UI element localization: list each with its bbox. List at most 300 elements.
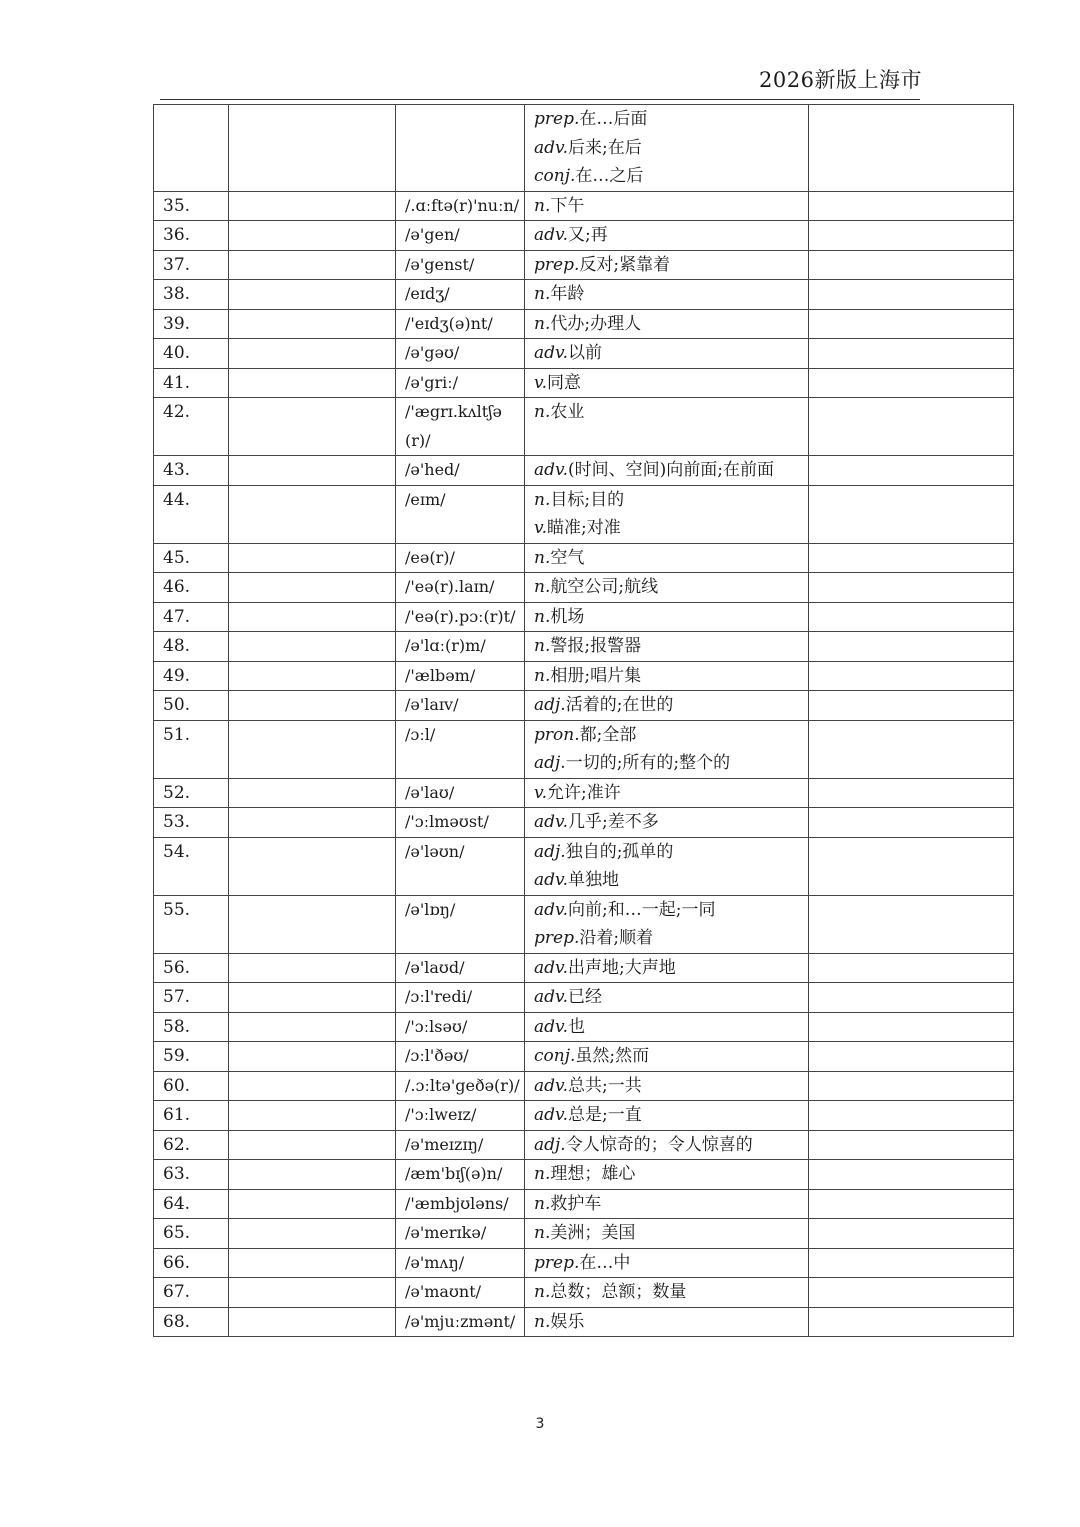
part-of-speech: n. (534, 402, 551, 422)
entry-phonetic: /ə'meɪzɪŋ/ (396, 1130, 525, 1160)
entry-notes-blank (809, 543, 1014, 573)
vocabulary-table (153, 104, 1014, 1337)
part-of-speech: adj. (534, 753, 566, 773)
entry-phonetic: /eɪm/ (396, 485, 525, 543)
entry-notes-blank (809, 309, 1014, 339)
definition-line (534, 1278, 808, 1307)
entry-phonetic: /ə'lɒŋ/ (396, 895, 525, 953)
definition-line (534, 486, 808, 515)
vocab-row (154, 398, 1014, 456)
definition-line (534, 369, 808, 398)
vocab-row (154, 1307, 1014, 1337)
definition-text: 又;再 (568, 225, 608, 245)
entry-phonetic: /'ɔːlməʊst/ (396, 808, 525, 838)
definition-line (534, 632, 808, 661)
entry-definition (525, 1042, 809, 1072)
entry-definition (525, 895, 809, 953)
entry-number: 48. (154, 632, 229, 662)
entry-definition (525, 485, 809, 543)
definition-text: 美洲；美国 (550, 1223, 636, 1243)
definition-line (534, 162, 808, 191)
definition-line (534, 896, 808, 925)
entry-number: 67. (154, 1278, 229, 1308)
definition-line (534, 954, 808, 983)
part-of-speech: n. (534, 195, 551, 216)
definition-text: 总共;一共 (568, 1075, 642, 1096)
entry-definition (525, 1130, 809, 1160)
part-of-speech: adj. (534, 1134, 566, 1155)
vocab-row (154, 309, 1014, 339)
definition-text: 理想；雄心 (550, 1164, 636, 1184)
entry-notes-blank (809, 808, 1014, 838)
part-of-speech: n. (534, 547, 551, 568)
part-of-speech: adv. (534, 957, 569, 978)
entry-number: 42. (154, 398, 229, 456)
entry-word-blank (229, 280, 396, 310)
entry-number: 52. (154, 778, 229, 808)
definition-text: 年龄 (550, 284, 585, 304)
entry-number: 56. (154, 953, 229, 983)
entry-notes-blank (809, 1130, 1014, 1160)
header-divider (160, 99, 920, 100)
entry-number: 64. (154, 1189, 229, 1219)
definition-text: 农业 (550, 402, 585, 422)
definition-text: 空气 (550, 547, 585, 568)
definition-line (534, 1072, 808, 1101)
entry-word-blank (229, 720, 396, 778)
definition-line (534, 1131, 808, 1160)
part-of-speech: v. (534, 518, 547, 538)
definition-line (534, 514, 808, 543)
vocab-row (154, 221, 1014, 251)
vocab-row (154, 105, 1014, 192)
definition-text: 娱乐 (550, 1311, 585, 1332)
part-of-speech: adv. (534, 137, 569, 158)
definition-text: 沿着;顺着 (579, 928, 654, 948)
entry-word-blank (229, 837, 396, 895)
entry-number: 37. (154, 250, 229, 280)
definition-line (534, 721, 808, 750)
vocab-row (154, 1278, 1014, 1308)
definition-text: 总是;一直 (568, 1105, 642, 1125)
vocab-row (154, 1012, 1014, 1042)
vocab-row (154, 485, 1014, 543)
definition-line (534, 1101, 808, 1130)
entry-definition (525, 778, 809, 808)
entry-notes-blank (809, 1278, 1014, 1308)
definition-text: 也 (568, 1016, 586, 1037)
definition-line (534, 280, 808, 309)
entry-notes-blank (809, 1307, 1014, 1337)
definition-text: 后来;在后 (568, 137, 642, 158)
vocab-row (154, 983, 1014, 1013)
entry-notes-blank (809, 895, 1014, 953)
entry-phonetic: /ə'hed/ (396, 456, 525, 486)
part-of-speech: n. (534, 606, 551, 627)
entry-number: 60. (154, 1071, 229, 1101)
entry-word-blank (229, 1101, 396, 1131)
vocab-row (154, 691, 1014, 721)
definition-text: 一切的;所有的;整个的 (565, 753, 731, 773)
entry-definition (525, 1278, 809, 1308)
definition-text: 都;全部 (579, 724, 637, 745)
entry-number: 57. (154, 983, 229, 1013)
entry-phonetic: /ə'merɪkə/ (396, 1219, 525, 1249)
entry-definition (525, 456, 809, 486)
entry-definition (525, 1101, 809, 1131)
entry-definition (525, 1012, 809, 1042)
entry-word-blank (229, 632, 396, 662)
entry-word-blank (229, 661, 396, 691)
entry-number: 35. (154, 191, 229, 221)
entry-notes-blank (809, 250, 1014, 280)
part-of-speech: prep. (534, 109, 580, 129)
vocabulary-table-body (154, 105, 1014, 1337)
entry-notes-blank (809, 1189, 1014, 1219)
definition-text: 目标;目的 (550, 489, 625, 510)
entry-definition (525, 339, 809, 369)
entry-definition (525, 1248, 809, 1278)
entry-phonetic (396, 105, 525, 192)
part-of-speech: adv. (534, 460, 569, 480)
entry-word-blank (229, 339, 396, 369)
vocab-row (154, 1219, 1014, 1249)
entry-definition (525, 398, 809, 456)
part-of-speech: adv. (534, 1105, 569, 1125)
entry-notes-blank (809, 191, 1014, 221)
definition-line (534, 749, 808, 778)
entry-number: 39. (154, 309, 229, 339)
entry-number: 49. (154, 661, 229, 691)
page-number: 3 (535, 1416, 545, 1432)
vocab-row (154, 1071, 1014, 1101)
entry-definition (525, 280, 809, 310)
entry-definition (525, 1071, 809, 1101)
definition-text: 相册;唱片集 (550, 665, 642, 686)
definition-line (534, 1249, 808, 1278)
definition-line (534, 838, 808, 867)
definition-text: 在…中 (579, 1252, 631, 1273)
part-of-speech: pron. (534, 724, 580, 745)
entry-number: 45. (154, 543, 229, 573)
definition-line (534, 924, 808, 953)
entry-definition (525, 602, 809, 632)
entry-notes-blank (809, 339, 1014, 369)
entry-phonetic: /ə'laʊd/ (396, 953, 525, 983)
entry-number: 46. (154, 573, 229, 603)
entry-notes-blank (809, 1219, 1014, 1249)
entry-number: 50. (154, 691, 229, 721)
entry-definition (525, 368, 809, 398)
definition-text: 已经 (568, 987, 603, 1007)
entry-notes-blank (809, 720, 1014, 778)
entry-phonetic: /ɔːl/ (396, 720, 525, 778)
vocab-row (154, 339, 1014, 369)
definition-line (534, 866, 808, 895)
definition-line (534, 221, 808, 250)
part-of-speech: n. (534, 1223, 551, 1243)
vocab-row (154, 280, 1014, 310)
entry-word-blank (229, 105, 396, 192)
entry-word-blank (229, 543, 396, 573)
vocab-row (154, 1130, 1014, 1160)
vocab-row (154, 1248, 1014, 1278)
entry-word-blank (229, 1071, 396, 1101)
entry-word-blank (229, 573, 396, 603)
vocab-row (154, 1160, 1014, 1190)
entry-word-blank (229, 602, 396, 632)
entry-definition (525, 309, 809, 339)
entry-phonetic: /'ælbəm/ (396, 661, 525, 691)
part-of-speech: n. (534, 1282, 551, 1302)
entry-phonetic: /'eə(r).pɔː(r)t/ (396, 602, 525, 632)
part-of-speech: adv. (534, 1075, 569, 1096)
definition-text: 出声地;大声地 (568, 957, 676, 978)
entry-number: 61. (154, 1101, 229, 1131)
entry-word-blank (229, 778, 396, 808)
entry-definition (525, 191, 809, 221)
entry-number: 40. (154, 339, 229, 369)
entry-definition (525, 250, 809, 280)
part-of-speech: adj. (534, 695, 566, 715)
entry-word-blank (229, 895, 396, 953)
entry-notes-blank (809, 573, 1014, 603)
vocab-row (154, 191, 1014, 221)
entry-notes-blank (809, 280, 1014, 310)
definition-line (534, 1308, 808, 1337)
entry-number: 41. (154, 368, 229, 398)
definition-text: 令人惊奇的；令人惊喜的 (565, 1134, 753, 1155)
definition-line (534, 192, 808, 221)
vocab-row (154, 661, 1014, 691)
entry-phonetic: /'ɔːlsəʊ/ (396, 1012, 525, 1042)
part-of-speech: conj. (534, 166, 576, 186)
entry-phonetic: /ə'laʊ/ (396, 778, 525, 808)
vocab-row (154, 1042, 1014, 1072)
definition-text: 救护车 (550, 1193, 602, 1214)
definition-text: 向前;和…一起;一同 (568, 899, 716, 920)
entry-number: 65. (154, 1219, 229, 1249)
vocab-row (154, 1189, 1014, 1219)
entry-phonetic: /ə'mjuːzmənt/ (396, 1307, 525, 1337)
entry-word-blank (229, 1160, 396, 1190)
entry-notes-blank (809, 778, 1014, 808)
entry-definition (525, 808, 809, 838)
part-of-speech: prep. (534, 928, 580, 948)
definition-text: 活着的;在世的 (565, 695, 674, 715)
vocab-row (154, 368, 1014, 398)
entry-number: 62. (154, 1130, 229, 1160)
entry-notes-blank (809, 1248, 1014, 1278)
definition-text: (时间、空间)向前面;在前面 (568, 460, 775, 480)
definition-text: 在…之后 (575, 166, 644, 186)
definition-text: 允许;准许 (547, 782, 621, 803)
entry-notes-blank (809, 983, 1014, 1013)
part-of-speech: adv. (534, 899, 569, 920)
part-of-speech: adv. (534, 225, 569, 245)
entry-notes-blank (809, 1012, 1014, 1042)
document-header-title: 2026新版上海市 (759, 68, 922, 92)
entry-notes-blank (809, 368, 1014, 398)
part-of-speech: n. (534, 1193, 551, 1214)
entry-definition (525, 691, 809, 721)
part-of-speech: n. (534, 665, 551, 686)
entry-notes-blank (809, 1042, 1014, 1072)
definition-text: 警报;报警器 (550, 636, 642, 656)
definition-line (534, 310, 808, 339)
entry-phonetic: /'ægrɪ.kʌltʃə(r)/ (396, 398, 525, 456)
entry-number: 59. (154, 1042, 229, 1072)
vocab-row (154, 953, 1014, 983)
entry-notes-blank (809, 398, 1014, 456)
part-of-speech: adv. (534, 343, 569, 363)
entry-definition (525, 661, 809, 691)
vocab-row (154, 895, 1014, 953)
entry-definition (525, 1307, 809, 1337)
entry-notes-blank (809, 837, 1014, 895)
definition-line (534, 456, 808, 485)
entry-phonetic: /ə'gen/ (396, 221, 525, 251)
definition-text: 同意 (547, 372, 581, 393)
part-of-speech: n. (534, 313, 551, 334)
entry-notes-blank (809, 485, 1014, 543)
definition-text: 总数；总额；数量 (550, 1282, 687, 1302)
entry-number: 68. (154, 1307, 229, 1337)
part-of-speech: adv. (534, 987, 569, 1007)
entry-definition (525, 837, 809, 895)
part-of-speech: v. (534, 782, 547, 803)
entry-word-blank (229, 398, 396, 456)
definition-line (534, 1042, 808, 1071)
part-of-speech: n. (534, 577, 551, 597)
definition-line (534, 662, 808, 691)
definition-line (534, 339, 808, 368)
entry-phonetic: /.ɔːltə'geðə(r)/ (396, 1071, 525, 1101)
vocab-row (154, 808, 1014, 838)
entry-phonetic: /æm'bɪʃ(ə)n/ (396, 1160, 525, 1190)
vocab-row (154, 778, 1014, 808)
entry-definition (525, 1160, 809, 1190)
entry-definition (525, 543, 809, 573)
part-of-speech: adv. (534, 870, 569, 890)
entry-phonetic: /'ɔːlweɪz/ (396, 1101, 525, 1131)
entry-word-blank (229, 1042, 396, 1072)
part-of-speech: conj. (534, 1046, 576, 1066)
part-of-speech: n. (534, 489, 551, 510)
entry-number: 63. (154, 1160, 229, 1190)
entry-word-blank (229, 953, 396, 983)
entry-word-blank (229, 368, 396, 398)
entry-word-blank (229, 221, 396, 251)
definition-text: 单独地 (568, 870, 620, 890)
definition-line (534, 134, 808, 163)
entry-number: 54. (154, 837, 229, 895)
part-of-speech: n. (534, 1164, 551, 1184)
vocab-row (154, 573, 1014, 603)
entry-notes-blank (809, 1160, 1014, 1190)
entry-phonetic: /eɪdʒ/ (396, 280, 525, 310)
vocab-row (154, 543, 1014, 573)
definition-text: 下午 (550, 195, 585, 216)
entry-phonetic: /ɔːl'redi/ (396, 983, 525, 1013)
entry-notes-blank (809, 1101, 1014, 1131)
entry-notes-blank (809, 691, 1014, 721)
definition-line (534, 1190, 808, 1219)
entry-notes-blank (809, 602, 1014, 632)
part-of-speech: adj. (534, 841, 566, 862)
entry-phonetic: /ɔːl'ðəʊ/ (396, 1042, 525, 1072)
entry-number: 36. (154, 221, 229, 251)
entry-definition (525, 221, 809, 251)
entry-word-blank (229, 1189, 396, 1219)
definition-text: 在…后面 (579, 109, 648, 129)
entry-number: 55. (154, 895, 229, 953)
entry-phonetic: /ə'lɑː(r)m/ (396, 632, 525, 662)
part-of-speech: adv. (534, 1016, 569, 1037)
vocab-row (154, 602, 1014, 632)
entry-notes-blank (809, 953, 1014, 983)
entry-definition (525, 983, 809, 1013)
entry-number (154, 105, 229, 192)
definition-line (534, 1013, 808, 1042)
entry-definition (525, 105, 809, 192)
entry-phonetic: /'eɪdʒ(ə)nt/ (396, 309, 525, 339)
entry-word-blank (229, 1307, 396, 1337)
entry-number: 66. (154, 1248, 229, 1278)
definition-text: 机场 (550, 606, 585, 627)
entry-definition (525, 1219, 809, 1249)
part-of-speech: n. (534, 1311, 551, 1332)
part-of-speech: prep. (534, 254, 580, 275)
entry-word-blank (229, 983, 396, 1013)
definition-line (534, 983, 808, 1012)
entry-notes-blank (809, 105, 1014, 192)
definition-line (534, 105, 808, 134)
entry-phonetic: /ə'ləʊn/ (396, 837, 525, 895)
entry-word-blank (229, 1248, 396, 1278)
definition-text: 以前 (568, 343, 603, 363)
entry-word-blank (229, 250, 396, 280)
definition-text: 虽然;然而 (575, 1046, 650, 1066)
entry-definition (525, 632, 809, 662)
entry-phonetic: /ə'griː/ (396, 368, 525, 398)
definition-line (534, 251, 808, 280)
entry-number: 53. (154, 808, 229, 838)
definition-text: 瞄准;对准 (547, 518, 621, 538)
entry-word-blank (229, 1219, 396, 1249)
part-of-speech: adv. (534, 812, 569, 832)
vocab-row (154, 250, 1014, 280)
definition-text: 独自的;孤单的 (565, 841, 674, 862)
entry-word-blank (229, 691, 396, 721)
entry-word-blank (229, 456, 396, 486)
entry-word-blank (229, 1278, 396, 1308)
part-of-speech: prep. (534, 1252, 580, 1273)
entry-phonetic: /ə'gəʊ/ (396, 339, 525, 369)
entry-word-blank (229, 485, 396, 543)
vocab-row (154, 456, 1014, 486)
entry-number: 38. (154, 280, 229, 310)
entry-definition (525, 720, 809, 778)
part-of-speech: v. (534, 372, 547, 393)
entry-phonetic: /ə'genst/ (396, 250, 525, 280)
entry-word-blank (229, 309, 396, 339)
definition-line (534, 544, 808, 573)
entry-notes-blank (809, 632, 1014, 662)
entry-definition (525, 573, 809, 603)
entry-notes-blank (809, 456, 1014, 486)
entry-phonetic: /ə'maʊnt/ (396, 1278, 525, 1308)
